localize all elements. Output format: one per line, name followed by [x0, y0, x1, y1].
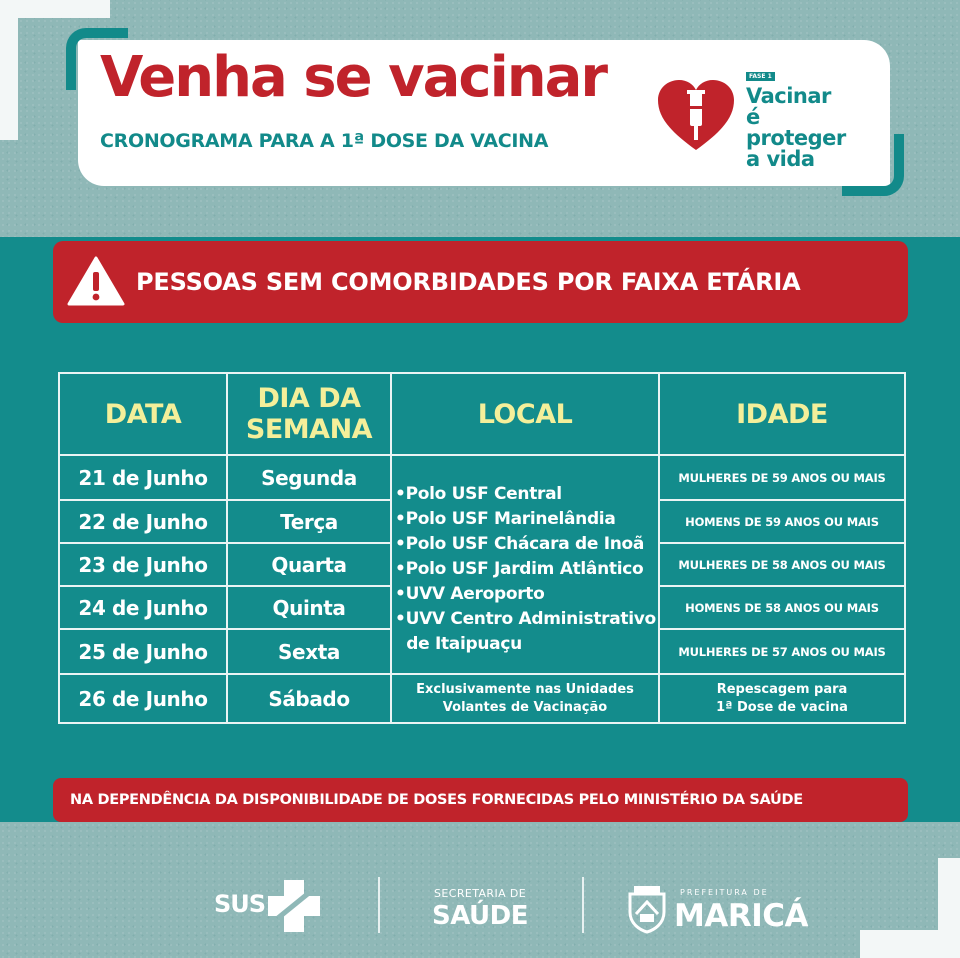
table-row-dia: Sexta [226, 628, 392, 675]
header-line: DIA DA [257, 383, 361, 414]
sus-logo-text: SUS [214, 890, 266, 918]
page-title: Venha se vacinar [100, 45, 607, 110]
table-row-dia: Sábado [226, 673, 392, 724]
cell-line: 1ª Dose de vacina [716, 699, 848, 715]
list-item: de Itaipuaçu [395, 634, 522, 654]
table-row-idade: HOMENS DE 59 ANOS OU MAIS [658, 499, 906, 544]
table-row-idade [658, 673, 906, 724]
secretaria-label: SECRETARIA DE [434, 887, 527, 900]
warning-icon [66, 255, 126, 307]
table-row-dia: Terça [226, 499, 392, 544]
table-row-idade: MULHERES DE 57 ANOS OU MAIS [658, 628, 906, 675]
table-row-idade: HOMENS DE 58 ANOS OU MAIS [658, 585, 906, 630]
list-item: •Polo USF Jardim Atlântico [395, 559, 644, 579]
table-row-idade: MULHERES DE 59 ANOS OU MAIS [658, 454, 906, 501]
list-item: •Polo USF Marinelândia [395, 509, 616, 529]
table-row-data: 26 de Junho [58, 673, 228, 724]
table-row-idade: MULHERES DE 58 ANOS OU MAIS [658, 542, 906, 587]
decor-corner [938, 858, 960, 958]
phase-tag: FASE 1 [746, 72, 775, 81]
city-crest-icon [624, 884, 670, 934]
secretaria-name: SAÚDE [432, 901, 529, 931]
local-list [395, 482, 656, 657]
page-subtitle: CRONOGRAMA PARA A 1ª DOSE DA VACINA [100, 130, 549, 152]
heart-syringe-icon [656, 78, 736, 152]
list-item: •UVV Centro Administrativo [395, 609, 656, 629]
header-line: SEMANA [245, 414, 373, 445]
table-row-data: 24 de Junho [58, 585, 228, 630]
slogan-line: Vacinar [746, 84, 831, 108]
cell-line: Repescagem para [716, 681, 848, 697]
table-row-dia: Quarta [226, 542, 392, 587]
table-row-data: 23 de Junho [58, 542, 228, 587]
prefeitura-name: MARICÁ [674, 898, 808, 934]
table-row-data: 25 de Junho [58, 628, 228, 675]
slogan-line: a vida [746, 147, 815, 171]
decor-corner [0, 0, 18, 140]
disclaimer-text: NA DEPENDÊNCIA DA DISPONIBILIDADE DE DOSES FORNECIDAS PELO MINISTÉRIO DA SAÚDE [70, 792, 803, 808]
table-row-local [390, 673, 660, 724]
campaign-logo [656, 72, 856, 171]
cell-line: Volantes de Vacinação [442, 699, 608, 715]
footer-divider [378, 877, 380, 933]
table-row-dia: Segunda [226, 454, 392, 501]
list-item: •Polo USF Chácara de Inoã [395, 534, 645, 554]
column-header-dia [226, 372, 392, 456]
sus-cross-icon [266, 878, 322, 934]
cell-line: Exclusivamente nas Unidades [416, 681, 634, 697]
table-row-data: 21 de Junho [58, 454, 228, 501]
footer-divider [582, 877, 584, 933]
column-header-data: DATA [58, 372, 228, 456]
list-item: •Polo USF Central [395, 484, 562, 504]
disclaimer-banner [53, 778, 908, 822]
campaign-slogan [746, 86, 856, 170]
prefeitura-label: PREFEITURA DE [680, 888, 769, 897]
list-item: •UVV Aeroporto [395, 584, 545, 604]
table-row-data: 22 de Junho [58, 499, 228, 544]
column-header-local: LOCAL [390, 372, 660, 456]
slogan-line: é proteger [746, 105, 846, 150]
category-banner-text: PESSOAS SEM COMORBIDADES POR FAIXA ETÁRIA [136, 268, 801, 296]
column-header-idade: IDADE [658, 372, 906, 456]
table-row-dia: Quinta [226, 585, 392, 630]
